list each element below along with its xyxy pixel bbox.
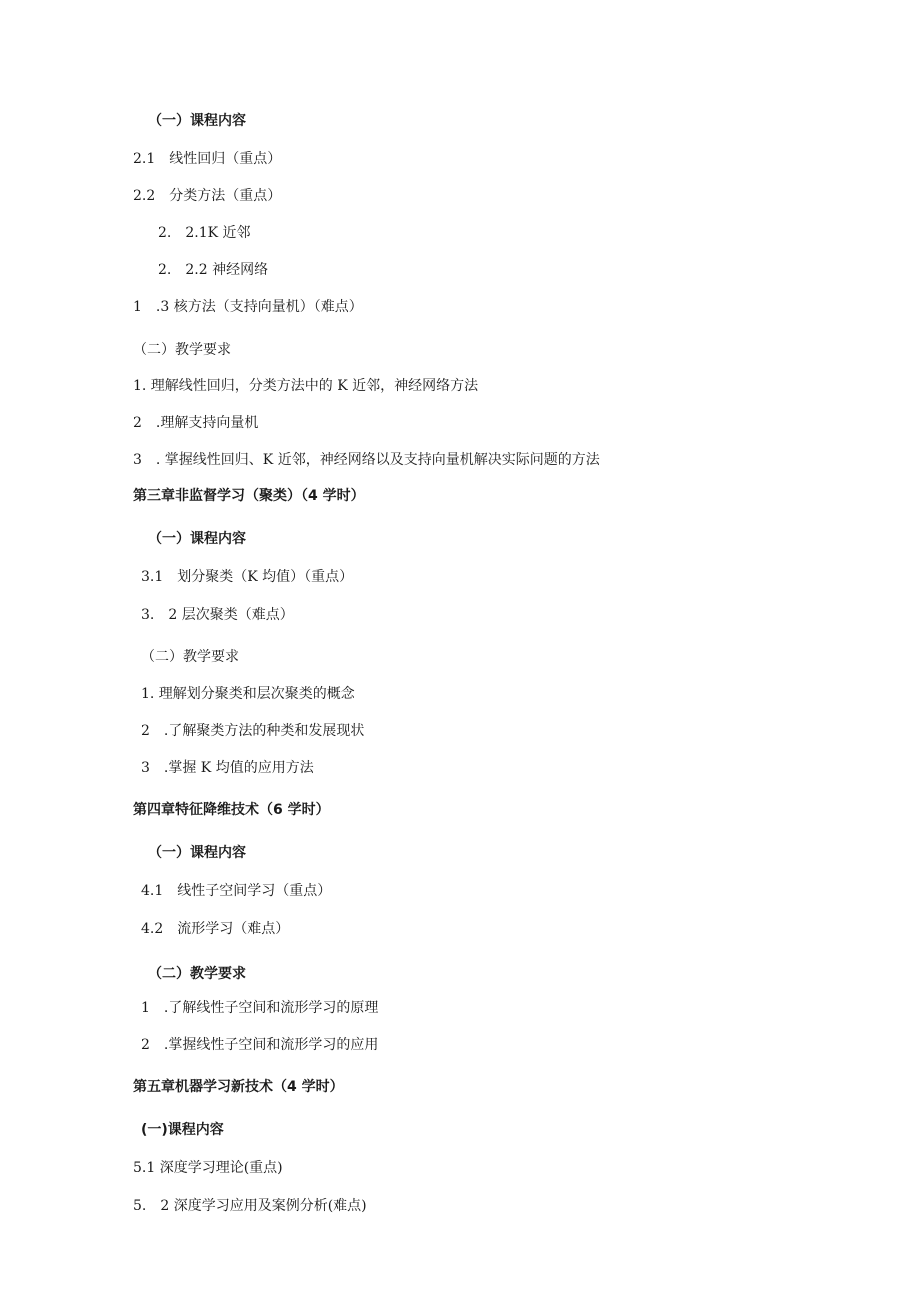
list-item: 3.1 划分聚类（K 均值）（重点） xyxy=(141,569,354,585)
list-item: 1 .了解线性子空间和流形学习的原理 xyxy=(141,1000,379,1016)
list-item: 2.1 线性回归（重点） xyxy=(133,151,282,167)
section-heading-course-content: （一）课程内容 xyxy=(148,113,246,129)
list-item: 1 .3 核方法（支持向量机）（难点） xyxy=(133,299,363,315)
list-item: 1. 理解划分聚类和层次聚类的概念 xyxy=(141,686,355,702)
list-item: 2. 2.1K 近邻 xyxy=(158,225,251,241)
list-item: 1. 理解线性回归，分类方法中的 K 近邻，神经网络方法 xyxy=(133,378,479,394)
list-item: 3 .掌握 K 均值的应用方法 xyxy=(141,760,314,776)
list-item: 2. 2.2 神经网络 xyxy=(158,262,269,278)
chapter-heading: 第五章机器学习新技术（4 学时） xyxy=(133,1079,344,1095)
section-heading-teaching-requirements: （二）教学要求 xyxy=(133,342,231,358)
list-item: 2 .掌握线性子空间和流形学习的应用 xyxy=(141,1037,379,1053)
chapter-heading: 第四章特征降维技术（6 学时） xyxy=(133,802,330,818)
list-item: 5.1 深度学习理论(重点) xyxy=(133,1160,283,1176)
list-item: 3. 2 层次聚类（难点） xyxy=(141,607,294,623)
section-heading-teaching-requirements: （二）教学要求 xyxy=(141,649,239,665)
list-item: 2 .理解支持向量机 xyxy=(133,415,259,431)
chapter-heading: 第三章非监督学习（聚类）（4 学时） xyxy=(133,488,365,504)
list-item: 4.2 流形学习（难点） xyxy=(141,921,290,937)
list-item: 2 .了解聚类方法的种类和发展现状 xyxy=(141,723,365,739)
list-item: 5. 2 深度学习应用及案例分析(难点) xyxy=(133,1198,367,1214)
section-heading-course-content: （一）课程内容 xyxy=(148,845,246,861)
section-heading-course-content: （一）课程内容 xyxy=(148,531,246,547)
list-item: 4.1 线性子空间学习（重点） xyxy=(141,883,332,899)
list-item: 3 . 掌握线性回归、K 近邻，神经网络以及支持向量机解决实际问题的方法 xyxy=(133,452,600,468)
section-heading-course-content: (一)课程内容 xyxy=(141,1122,224,1138)
list-item: 2.2 分类方法（重点） xyxy=(133,188,282,204)
section-heading-teaching-requirements: （二）教学要求 xyxy=(148,966,246,982)
